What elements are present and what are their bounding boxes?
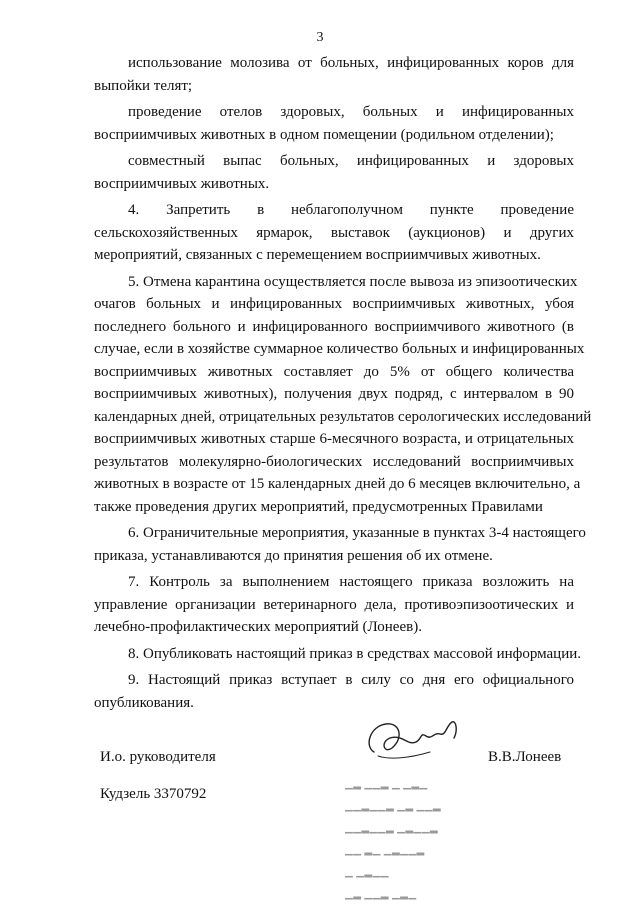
text-line: использование молозива от больных, инфицированных коров для xyxy=(128,55,574,71)
text-line: приказа, устанавливаются до принятия решения об их отмене. xyxy=(94,547,493,564)
text-line: мероприятий, связанных с перемещением восприимчивых животных. xyxy=(94,247,541,263)
text-line: восприимчивых животных составляет до 5% от общего количества xyxy=(94,363,574,380)
text-line: опубликования. xyxy=(94,694,194,711)
text-line: восприимчивых животных в одном помещении (родильном отделении); xyxy=(94,126,554,143)
text-line: также проведения других мероприятий, предусмотренных Правилами xyxy=(94,498,543,515)
text-line: животных в возрасте от 15 календарных дней до 6 месяцев включительно, а xyxy=(94,476,581,492)
text-line: управление организации ветеринарного дела, противоэпизоотических и xyxy=(94,596,574,613)
text-line: восприимчивых животных. xyxy=(94,175,270,192)
text-line: лечебно-профилактических мероприятий (Лонеев). xyxy=(94,619,422,635)
text-line: результатов молекулярно-биологических исследований восприимчивых xyxy=(94,453,574,470)
text-line: календарных дней, отрицательных результатов серологических исследований xyxy=(94,408,592,425)
text-line: восприимчивых животных), получения двух подряд, с интервалом в 90 xyxy=(94,386,574,402)
text-line: очагов больных и инфицированных восприимчивых животных, убоя xyxy=(94,296,574,312)
text-line: 9. Настоящий приказ вступает в силу со дня его официального xyxy=(128,672,574,688)
text-line: проведение отелов здоровых, больных и инфицированных xyxy=(128,104,574,120)
text-line: случае, если в хозяйстве суммарное количество больных и инфицированных xyxy=(94,341,585,357)
order-body-text xyxy=(94,52,592,714)
executor-contact: Кудзель 3370792 xyxy=(100,786,207,802)
text-line: восприимчивых животных старше 6-месячного возраста, и отрицательных xyxy=(94,431,574,447)
text-line: последнего больного и инфицированного восприимчивого животного (в xyxy=(94,318,574,335)
text-line: выпойки телят; xyxy=(94,77,193,94)
text-line: сельскохозяйственных ярмарок, выставок (аукционов) и других xyxy=(94,224,574,241)
faded-approval-stamp: ▁▂ ▁▁▂ ▁ ▁▂▁ ▁▁▂▁▁▂ ▁▂ ▁▁▂ ▁▁▂▁▁▂ ▁▂▁▁▂ ▁▁ ▂▁ ▁▂▁▁▂ ▁ ▁▂▁▁ ▁▂ ▁▁▂ ▁▂▁ xyxy=(345,779,442,900)
text-line: совместный выпас больных, инфицированных и здоровых xyxy=(128,153,574,169)
text-line: 6. Ограничительные мероприятия, указанные в пунктах 3-4 настоящего xyxy=(128,525,586,541)
text-line: 8. Опубликовать настоящий приказ в средствах массовой информации. xyxy=(128,645,582,662)
signature-left-block xyxy=(100,746,300,820)
text-line: 5. Отмена карантина осуществляется после вывоза из эпизоотических xyxy=(128,273,578,290)
text-line: 7. Контроль за выполнением настоящего приказа возложить на xyxy=(128,574,574,590)
page-number: 3 xyxy=(316,30,324,45)
signer-position: И.о. руководителя xyxy=(100,749,216,765)
handwritten-signature xyxy=(360,712,470,772)
text-line: 4. Запретить в неблагополучном пункте проведение xyxy=(128,202,574,218)
signer-name: В.В.Лонеев xyxy=(488,749,562,765)
